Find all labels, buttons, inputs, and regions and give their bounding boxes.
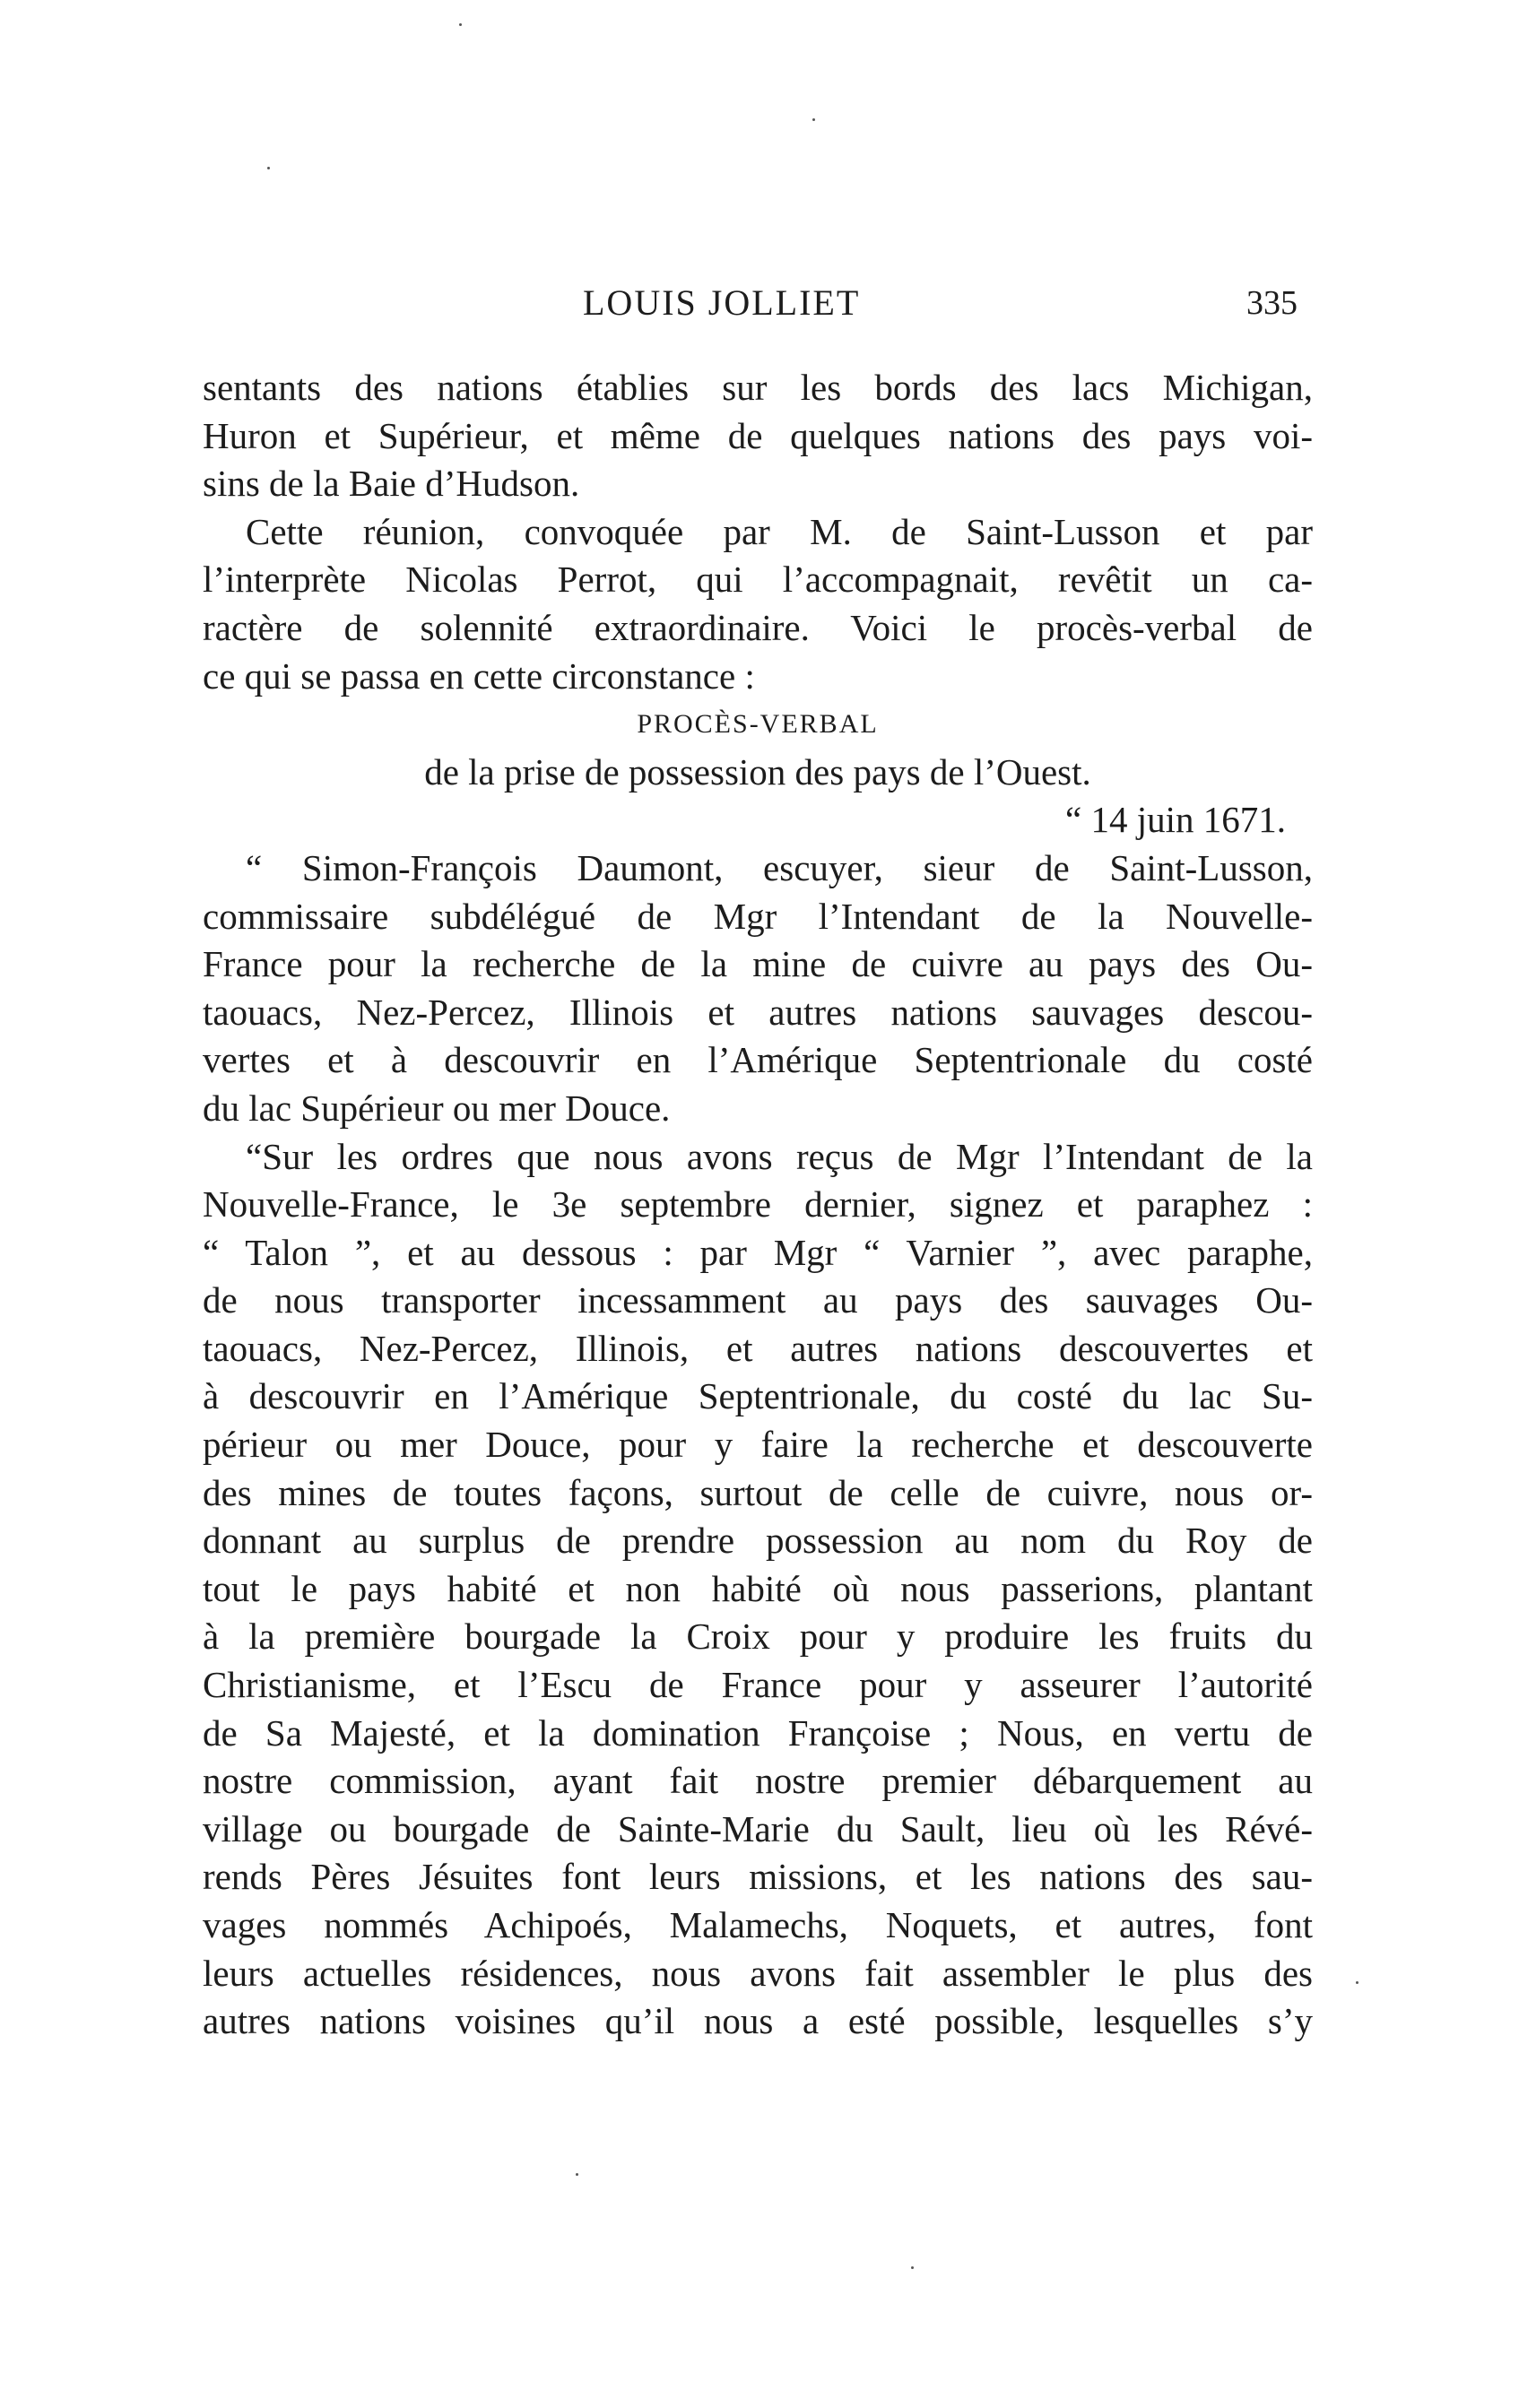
text-line: “Sur les ordres que nous avons reçus de Mgr l’Intendant de la (246, 1135, 1313, 1177)
text-line: “ Simon-François Daumont, escuyer, sieur de Saint-Lusson, (246, 846, 1313, 888)
text-line: taouacs, Nez-Percez, Illinois et autres nations sauvages descou- (203, 991, 1313, 1033)
page-number: 335 (1246, 284, 1298, 322)
text-line: Christianisme, et l’Escu de France pour y asseurer l’autorité (203, 1664, 1313, 1706)
paper-speck (1356, 1981, 1358, 1984)
section-subheading: de la prise de possession des pays de l’Ouest. (424, 750, 1091, 793)
section-heading: PROCÈS-VERBAL (637, 709, 879, 740)
text-line: rends Pères Jésuites font leurs missions, et les nations des sau- (203, 1856, 1313, 1898)
text-line: taouacs, Nez-Percez, Illinois, et autres nations descouvertes et (203, 1327, 1313, 1369)
text-line: sentants des nations établies sur les bords des lacs Michigan, (203, 367, 1313, 408)
text-line: ractère de solennité extraordinaire. Voici le procès-verbal de (203, 606, 1313, 648)
text-line: commissaire subdélégué de Mgr l’Intendant de la Nouvelle- (203, 895, 1313, 937)
text-line: l’interprète Nicolas Perrot, qui l’accompagnait, revêtit un ca- (203, 559, 1313, 601)
text-line: sins de la Baie d’Hudson. (203, 463, 580, 505)
dateline: “ 14 juin 1671. (1065, 799, 1286, 841)
text-line: autres nations voisines qu’il nous a esté possible, lesquelles s’y (203, 2000, 1313, 2042)
text-line: ce qui se passa en cette circonstance : (203, 654, 755, 697)
paper-speck (576, 2173, 578, 2176)
text-line: de nous transporter incessamment au pays des sauvages Ou- (203, 1279, 1313, 1321)
paper-speck (911, 2266, 914, 2269)
running-head (0, 276, 1519, 330)
text-line: village ou bourgade de Sainte-Marie du Sault, lieu où les Révé- (203, 1807, 1313, 1849)
paper-speck (459, 23, 462, 26)
text-line: France pour la recherche de la mine de cuivre au pays des Ou- (203, 943, 1313, 985)
body-text (203, 364, 1313, 2046)
text-line: Nouvelle-France, le 3e septembre dernier, signez et paraphez : (203, 1183, 1313, 1226)
text-line: périeur ou mer Douce, pour y faire la recherche et descouverte (203, 1424, 1313, 1466)
running-title: LOUIS JOLLIET (583, 282, 861, 323)
text-line: à descouvrir en l’Amérique Septentrionale, du costé du lac Su- (203, 1375, 1313, 1417)
text-line: tout le pays habité et non habité où nous passerions, plantant (203, 1567, 1313, 1609)
text-line: de Sa Majesté, et la domination Françoise ; Nous, en vertu de (203, 1711, 1313, 1754)
text-line: nostre commission, ayant fait nostre premier débarquement au (203, 1760, 1313, 1802)
text-line: vertes et à descouvrir en l’Amérique Septentrionale du costé (203, 1039, 1313, 1081)
text-line: des mines de toutes façons, surtout de celle de cuivre, nous or- (203, 1471, 1313, 1513)
text-line: leurs actuelles résidences, nous avons fait assembler le plus des (203, 1952, 1313, 1994)
text-line: du lac Supérieur ou mer Douce. (203, 1087, 671, 1129)
text-line: vages nommés Achipoés, Malamechs, Noquets, et autres, font (203, 1904, 1313, 1945)
text-line: “ Talon ”, et au dessous : par Mgr “ Varnier ”, avec paraphe, (203, 1231, 1313, 1273)
text-line: à la première bourgade la Croix pour y produire les fruits du (203, 1615, 1313, 1658)
text-line: donnant au surplus de prendre possession au nom du Roy de (203, 1520, 1313, 1562)
text-line: Cette réunion, convoquée par M. de Saint-Lusson et par (246, 510, 1313, 552)
text-line: Huron et Supérieur, et même de quelques nations des pays voi- (203, 414, 1313, 456)
paper-speck (812, 118, 815, 121)
paper-speck (267, 167, 270, 169)
